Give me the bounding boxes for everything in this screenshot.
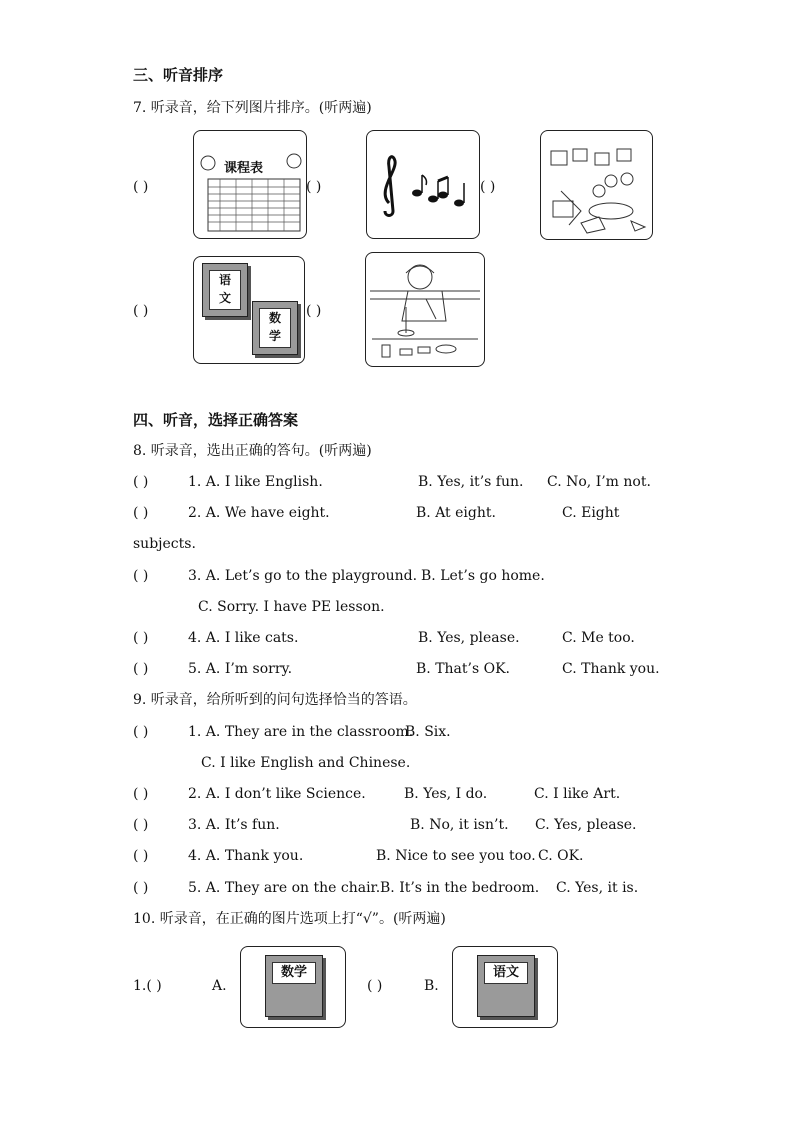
q9-2-option-a: 2. A. I don’t like Science.: [188, 786, 366, 802]
q9-3-option-c: C. Yes, please.: [535, 817, 637, 833]
q10-option-b-label: B.: [424, 978, 439, 994]
q10-1-paren[interactable]: 1.( ): [133, 978, 162, 994]
q10-book-chinese-title: 语文: [484, 962, 528, 984]
q10-option-a-image[interactable]: [240, 946, 346, 1028]
q8-5-option-c: C. Thank you.: [562, 661, 660, 677]
question-9-prompt: 9. 听录音，给所听到的问句选择恰当的答语。: [133, 692, 417, 708]
book-math-char2: 学: [268, 329, 281, 343]
q9-5-paren[interactable]: ( ): [133, 880, 149, 896]
q8-2-option-c: C. Eight: [562, 505, 620, 521]
q8-1-paren[interactable]: ( ): [133, 474, 149, 490]
q10-option-b-paren[interactable]: ( ): [367, 978, 383, 994]
q8-2-option-b: B. At eight.: [416, 505, 496, 521]
q8-5-paren[interactable]: ( ): [133, 661, 149, 677]
answer-blank-7-4[interactable]: ( ): [133, 303, 149, 319]
image-music-notes: [366, 130, 480, 239]
image-science-lab: [365, 252, 485, 367]
question-7-prompt: 7. 听录音，给下列图片排序。(听两遍): [133, 100, 372, 116]
music-notes-icon: [367, 131, 479, 238]
q9-5-option-b: B. It’s in the bedroom.: [380, 880, 540, 896]
q8-4-option-b: B. Yes, please.: [418, 630, 520, 646]
book-chinese-char1: 语: [218, 273, 231, 287]
q10-option-b-image[interactable]: [452, 946, 558, 1028]
q8-1-option-a: 1. A. I like English.: [188, 474, 323, 490]
q9-1-paren[interactable]: ( ): [133, 724, 149, 740]
q9-2-option-b: B. Yes, I do.: [404, 786, 488, 802]
q8-1-option-b: B. Yes, it’s fun.: [418, 474, 524, 490]
q8-4-option-a: 4. A. I like cats.: [188, 630, 299, 646]
section-3-heading: 三、听音排序: [133, 66, 224, 84]
q9-3-option-b: B. No, it isn’t.: [410, 817, 509, 833]
q9-4-option-c: C. OK.: [538, 848, 584, 864]
image-chinese-math-books: [193, 256, 305, 364]
book-math-char1: 数: [268, 311, 281, 325]
q9-2-option-c: C. I like Art.: [534, 786, 621, 802]
q9-4-option-a: 4. A. Thank you.: [188, 848, 304, 864]
image-class-schedule: [193, 130, 307, 239]
q8-1-option-c: C. No, I’m not.: [547, 474, 651, 490]
q8-2-continuation: subjects.: [133, 536, 196, 552]
q10-option-a-label: A.: [212, 978, 227, 994]
q9-1-option-b: B. Six.: [405, 724, 451, 740]
question-8-prompt: 8. 听录音，选出正确的答句。(听两遍): [133, 443, 372, 459]
answer-blank-7-5[interactable]: ( ): [306, 303, 322, 319]
section-4-heading: 四、听音，选择正确答案: [133, 411, 299, 429]
q8-2-paren[interactable]: ( ): [133, 505, 149, 521]
q8-3-option-b: B. Let’s go home.: [421, 568, 545, 584]
q8-3-option-c: C. Sorry. I have PE lesson.: [198, 599, 385, 615]
q9-5-option-c: C. Yes, it is.: [556, 880, 639, 896]
q8-3-option-a: 3. A. Let’s go to the playground.: [188, 568, 418, 584]
q9-5-option-a: 5. A. They are on the chair.: [188, 880, 381, 896]
q8-4-paren[interactable]: ( ): [133, 630, 149, 646]
q9-1-option-c: C. I like English and Chinese.: [201, 755, 411, 771]
q8-3-paren[interactable]: ( ): [133, 568, 149, 584]
q8-2-option-a: 2. A. We have eight.: [188, 505, 330, 521]
q9-2-paren[interactable]: ( ): [133, 786, 149, 802]
q9-4-paren[interactable]: ( ): [133, 848, 149, 864]
q10-book-math-title: 数学: [272, 962, 316, 984]
answer-blank-7-3[interactable]: ( ): [480, 179, 496, 195]
q9-3-option-a: 3. A. It’s fun.: [188, 817, 280, 833]
book-chinese-char2: 文: [218, 291, 231, 305]
schedule-title: 课程表: [224, 161, 264, 176]
q9-1-option-a: 1. A. They are in the classroom.: [188, 724, 414, 740]
answer-blank-7-2[interactable]: ( ): [306, 179, 322, 195]
q8-4-option-c: C. Me too.: [562, 630, 635, 646]
q9-3-paren[interactable]: ( ): [133, 817, 149, 833]
q8-5-option-a: 5. A. I’m sorry.: [188, 661, 293, 677]
q9-4-option-b: B. Nice to see you too.: [376, 848, 536, 864]
question-10-prompt: 10. 听录音，在正确的图片选项上打“√”。(听两遍): [133, 911, 446, 927]
answer-blank-7-1[interactable]: ( ): [133, 179, 149, 195]
q8-5-option-b: B. That’s OK.: [416, 661, 510, 677]
image-art-classroom: [540, 130, 653, 240]
